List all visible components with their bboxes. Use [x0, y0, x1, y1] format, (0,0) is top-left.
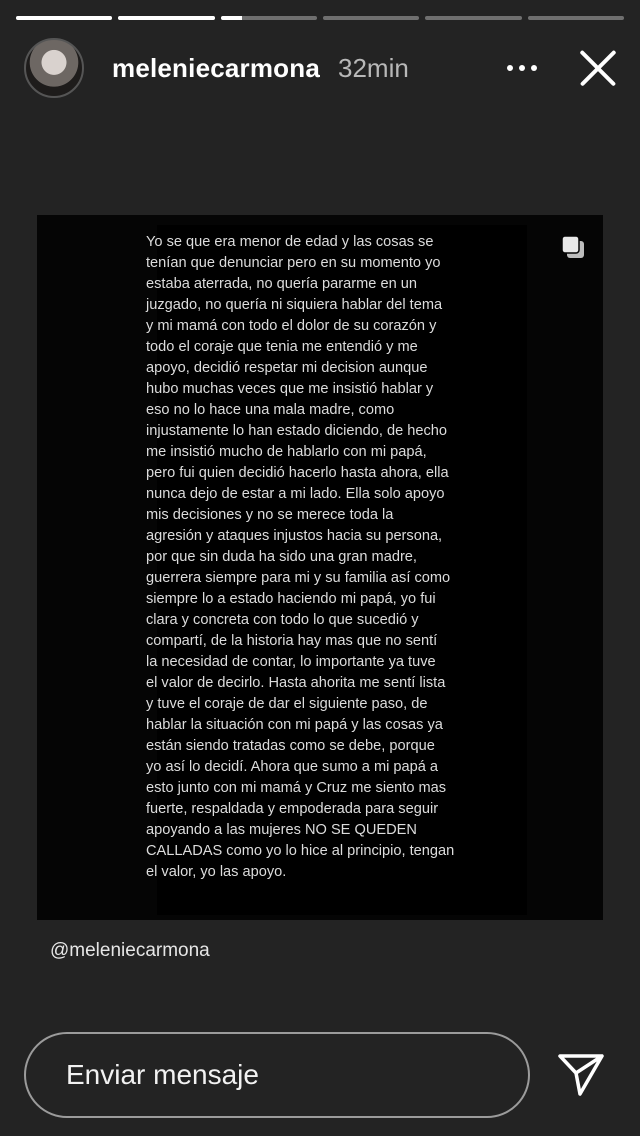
post-text-line: eso no lo hace una mala madre, como — [146, 402, 395, 418]
post-text-line: Yo se que era menor de edad y las cosas se — [146, 234, 434, 250]
post-text-line: estaba aterrada, no quería pararme en un — [146, 276, 417, 292]
post-text-line: CALLADAS como yo lo hice al principio, tengan — [146, 843, 455, 859]
post-text-line: guerrera siempre para mi y su familia así como — [146, 570, 451, 586]
post-text-line: compartí, de la historia hay mas que no sentí — [146, 633, 438, 649]
progress-segment — [528, 16, 624, 20]
post-text-line: el valor, yo las apoyo. — [146, 864, 287, 880]
story-header — [24, 36, 620, 100]
post-text-line: agresión y ataques injustos hacia su persona, — [146, 528, 443, 544]
post-text-line: siempre lo a estado haciendo mi papá, yo fui — [146, 591, 436, 607]
send-icon[interactable] — [556, 1052, 606, 1098]
post-text-line: injustamente lo han estado diciendo, de hecho — [146, 423, 448, 439]
post-text-line: la necesidad de contar, lo importante ya tuve — [146, 654, 436, 670]
avatar[interactable] — [24, 38, 84, 98]
post-text-line: hablar la situación con mi papá y las cosas ya — [146, 717, 443, 733]
mention-sticker[interactable]: @meleniecarmona — [50, 940, 210, 961]
post-text-line: tenían que denunciar pero en su momento yo — [146, 255, 441, 271]
close-icon[interactable] — [576, 46, 620, 90]
progress-segment — [425, 16, 521, 20]
post-text-line: el valor de decirlo. Hasta ahorita me sentí lista — [146, 675, 446, 691]
post-text-line: nunca dejo de estar a mi lado. Ella solo apoyo — [146, 486, 445, 502]
post-text-line: y mi mamá con todo el dolor de su corazón y — [146, 318, 437, 334]
post-text-line: hubo muchas veces que me insistió hablar y — [146, 381, 434, 397]
more-horizontal-icon[interactable] — [502, 48, 542, 88]
post-text-line: todo el coraje que tenia me entendió y me — [146, 339, 418, 355]
post-text-line: por que sin duda ha sido una gran madre, — [146, 549, 417, 565]
multiple-posts-icon — [560, 234, 586, 260]
progress-segment — [221, 16, 317, 20]
post-text-line: clara y concreta con todo lo que sucedió y — [146, 612, 419, 628]
post-text-line: fuerte, respaldada y empoderada para seguir — [146, 801, 439, 817]
post-text-line: me insistió mucho de hablarlo con mi papá, — [146, 444, 427, 460]
post-text-line: juzgado, no quería ni siquiera hablar del tema — [146, 297, 443, 313]
post-text-line: apoyando a las mujeres NO SE QUEDEN — [146, 822, 417, 838]
username[interactable]: meleniecarmona — [112, 52, 321, 83]
post-text-line: apoyo, decidió respetar mi decision aunque — [146, 360, 428, 376]
timestamp: 32min — [338, 52, 409, 83]
post-text-line: están siendo tratadas como se debe, porque — [146, 738, 435, 754]
story-progress-bar — [16, 16, 624, 20]
message-input[interactable] — [24, 1032, 530, 1118]
post-text-line: yo así lo decidí. Ahora que sumo a mi papá a — [146, 759, 439, 775]
progress-segment — [323, 16, 419, 20]
progress-segment — [16, 16, 112, 20]
post-text-line: mis decisiones y no se merece toda la — [146, 507, 394, 523]
message-input-placeholder: Enviar mensaje — [66, 1059, 259, 1090]
progress-segment — [118, 16, 214, 20]
post-text — [146, 232, 492, 883]
post-text-line: pero fui quien decidió hacerlo hasta ahora, ella — [146, 465, 449, 481]
post-text-line: esto junto con mi mamá y Cruz me siento mas — [146, 780, 447, 796]
post-text-line: y tuve el coraje de dar el siguiente paso, de — [146, 696, 428, 712]
